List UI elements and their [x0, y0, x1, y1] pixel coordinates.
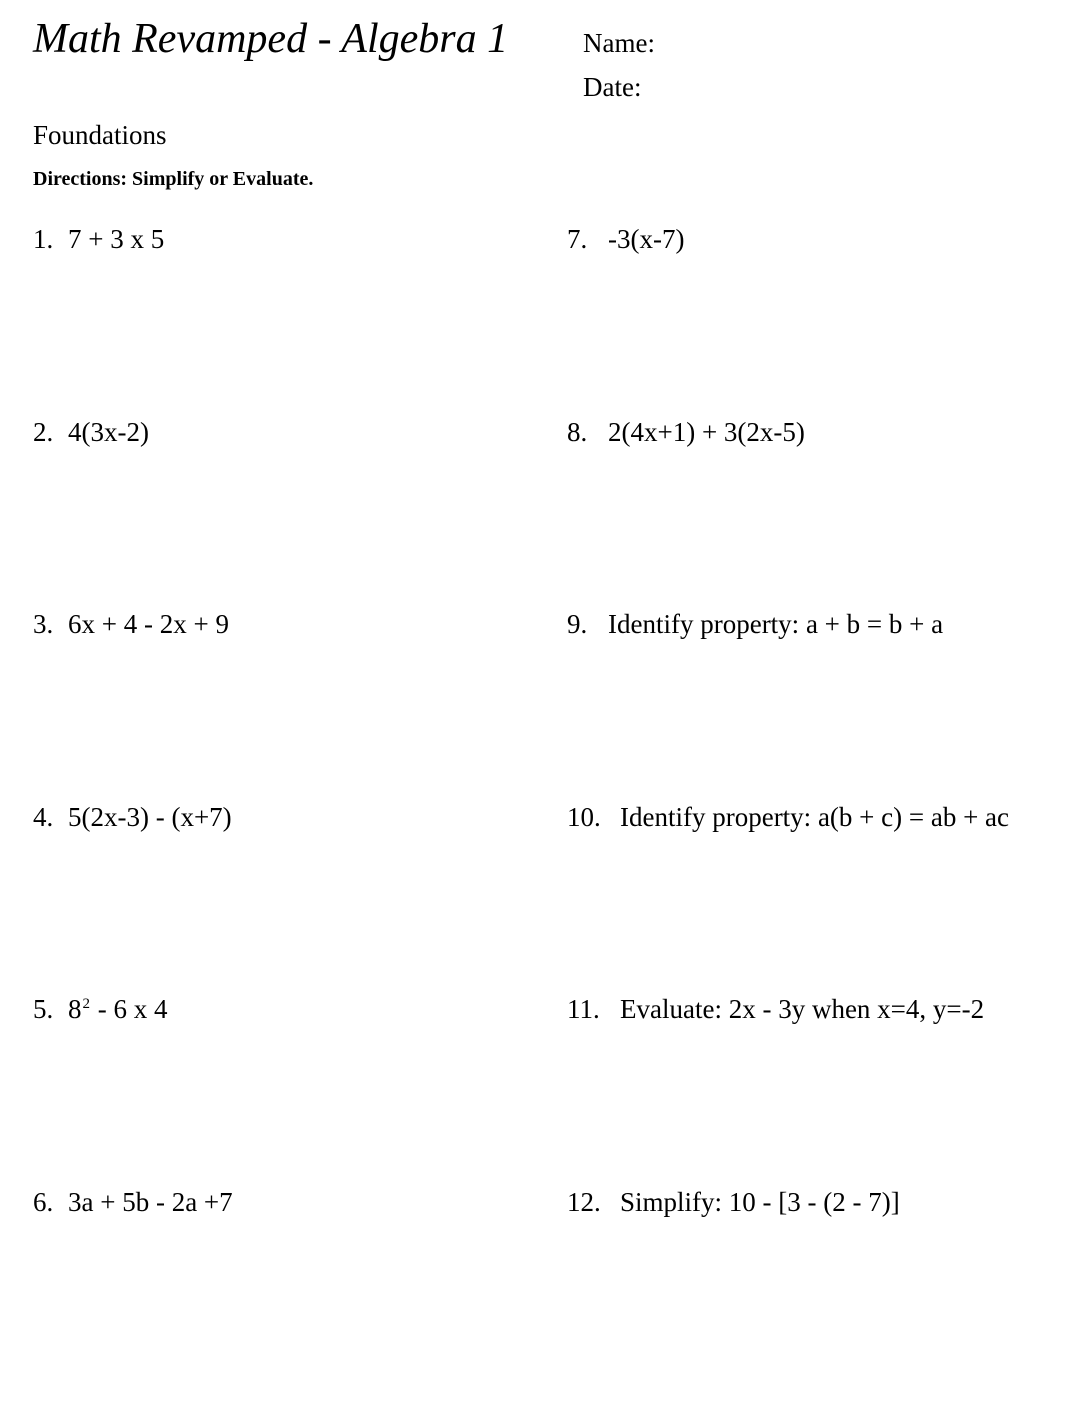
- problem-text: 5(2x-3) - (x+7): [68, 802, 232, 832]
- problem-text: Evaluate: 2x - 3y when x=4, y=-2: [620, 994, 985, 1024]
- problem-base: 8: [68, 994, 82, 1024]
- problem-text: Simplify: 10 - [3 - (2 - 7)]: [620, 1187, 900, 1217]
- problem-text: [68, 993, 168, 1025]
- problem-number: 6.: [33, 1187, 54, 1217]
- problem-text: 2(4x+1) + 3(2x-5): [608, 417, 805, 447]
- problem-number: 4.: [33, 802, 54, 832]
- directions-text: Directions: Simplify or Evaluate.: [33, 168, 314, 190]
- problem-number: 5.: [33, 994, 54, 1024]
- problem-text: 4(3x-2): [68, 417, 149, 447]
- problem-text: Identify property: a + b = b + a: [608, 609, 944, 639]
- problem-number: 10.: [567, 802, 601, 832]
- problem-number: 1.: [33, 224, 54, 254]
- name-label: Name:: [583, 28, 655, 58]
- problem-number: 7.: [567, 224, 588, 254]
- problem-number: 11.: [567, 994, 600, 1024]
- worksheet-title: Math Revamped - Algebra 1: [33, 16, 509, 62]
- problem-text: 7 + 3 x 5: [68, 224, 165, 254]
- problem-number: 12.: [567, 1187, 601, 1217]
- problem-number: 9.: [567, 609, 588, 639]
- problem-number: 3.: [33, 609, 54, 639]
- section-title: Foundations: [33, 120, 167, 150]
- problem-text: -3(x-7): [608, 224, 685, 254]
- problem-rest: - 6 x 4: [91, 994, 168, 1024]
- problem-number: 8.: [567, 417, 588, 447]
- problem-text: 6x + 4 - 2x + 9: [68, 609, 229, 639]
- problem-text: Identify property: a(b + c) = ab + ac: [620, 802, 1010, 832]
- date-label: Date:: [583, 72, 642, 102]
- problem-text: 3a + 5b - 2a +7: [68, 1187, 233, 1217]
- problem-exponent: 2: [82, 996, 90, 1012]
- problem-number: 2.: [33, 417, 54, 447]
